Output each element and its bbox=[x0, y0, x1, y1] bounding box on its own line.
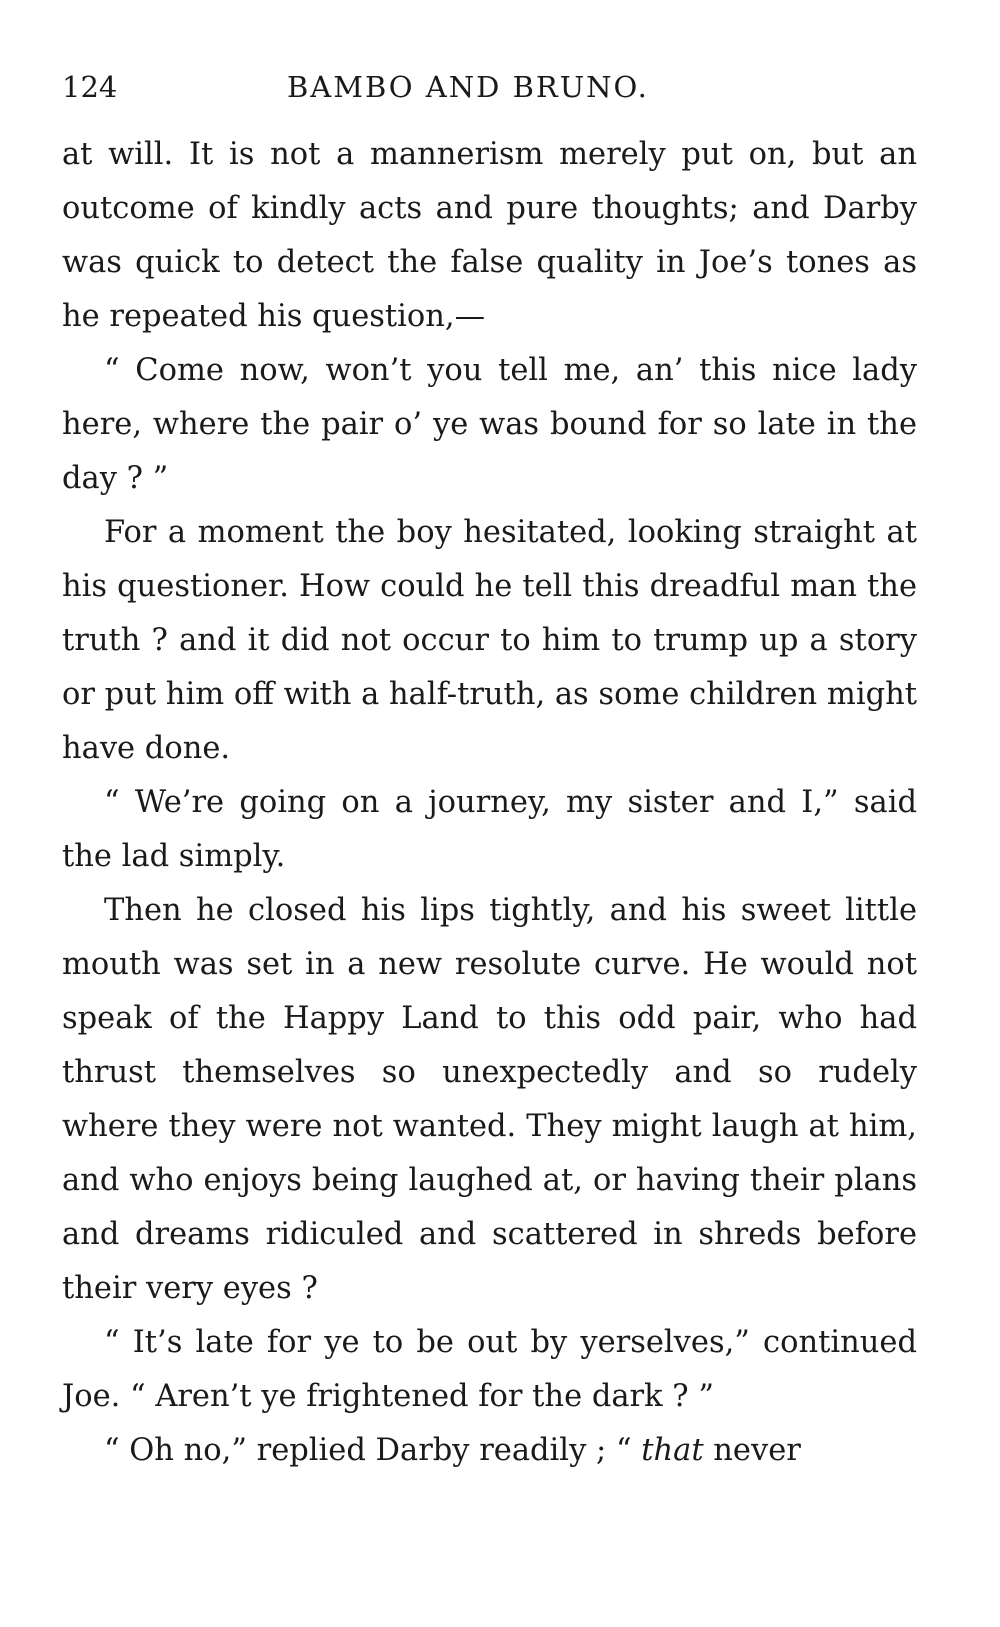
paragraph-continuation: at will. It is not a mannerism merely put on, but an outcome of kindly acts and pure thoughts; and Darby was quick to detect the false quality in Joe’s tones as he repeated his question,— bbox=[62, 137, 917, 334]
paragraph-journey-reply: “ We’re going on a journey, my sister and I,” said the lad simply. bbox=[62, 785, 917, 874]
page-number: 124 bbox=[62, 70, 118, 104]
page-header bbox=[62, 70, 917, 128]
text-segment: “ Oh no,” replied Darby readily ; “ bbox=[104, 1433, 642, 1468]
text-segment: never bbox=[703, 1433, 801, 1468]
body-text bbox=[62, 128, 917, 1478]
paragraph-closed-lips: Then he closed his lips tightly, and his sweet little mouth was set in a new resolute curve. He would not speak of the Happy Land to this odd pair, who had thrust themselves so unexpectedly and so rudely where they were not wanted. They might laugh at him, and who enjoys being laughed at, or having their plans and dreams ridiculed and scattered in shreds before their very eyes ? bbox=[62, 893, 917, 1306]
italic-word: that bbox=[641, 1433, 704, 1468]
book-page bbox=[62, 70, 917, 1478]
paragraph-oh-no bbox=[62, 1424, 917, 1478]
paragraph-late-for-ye: “ It’s late for ye to be out by yerselves,” continued Joe. “ Aren’t ye frightened for the dark ? ” bbox=[62, 1325, 917, 1414]
paragraph-boy-hesitated: For a moment the boy hesitated, looking straight at his questioner. How could he tell this dreadful man the truth ? and it did not occur to him to trump up a story or put him off with a half-truth, as some children might have done. bbox=[62, 515, 917, 766]
paragraph-joe-question: “ Come now, won’t you tell me, an’ this nice lady here, where the pair o’ ye was bound for so late in the day ? ” bbox=[62, 353, 917, 496]
running-title: BAMBO AND BRUNO. bbox=[287, 70, 649, 104]
